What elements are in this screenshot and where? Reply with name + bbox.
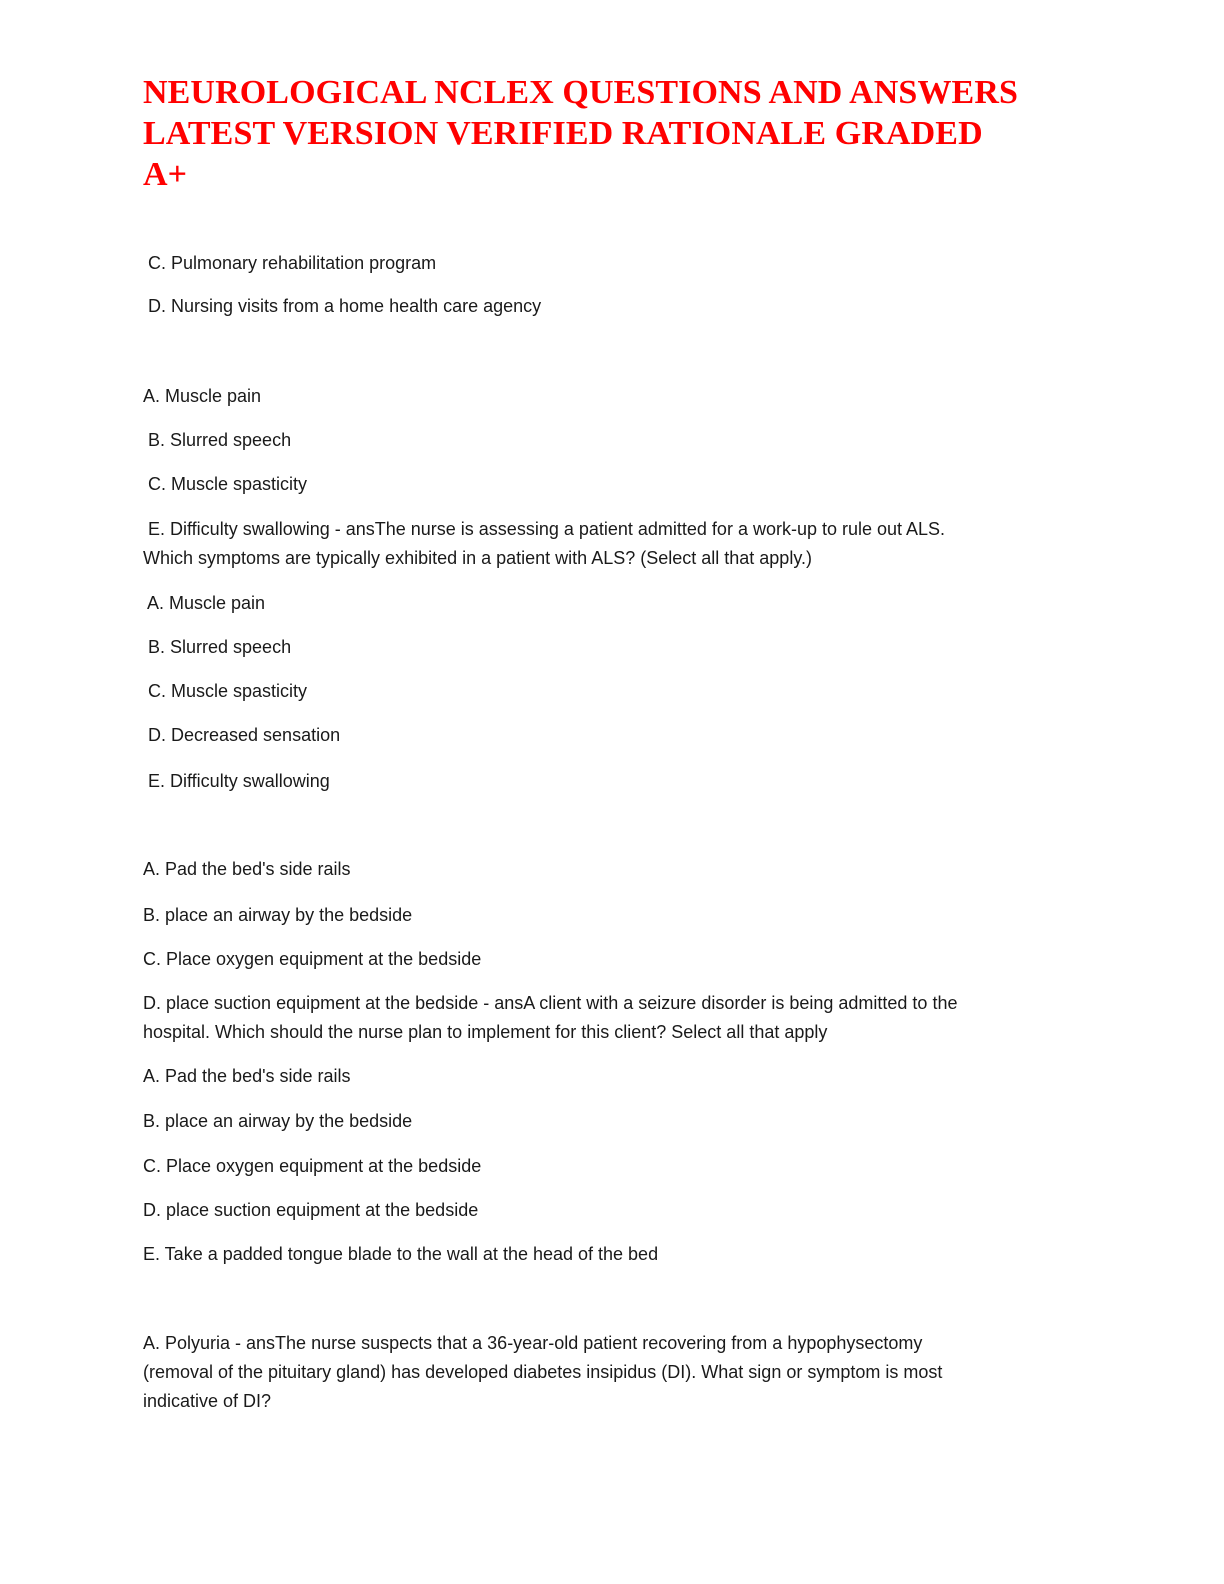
- title-line-3: A+: [143, 156, 188, 193]
- answer-option: D. Nursing visits from a home health care agency: [143, 296, 542, 316]
- answer-option: B. place an airway by the bedside: [143, 1111, 413, 1131]
- answer-option: C. Place oxygen equipment at the bedside: [143, 949, 482, 969]
- answer-option: A. Pad the bed's side rails: [143, 859, 351, 879]
- answer-with-question: E. Difficulty swallowing - ansThe nurse is assessing a patient admitted for a work-up to rule out ALS.: [143, 519, 946, 539]
- answer-with-question: D. place suction equipment at the bedside - ansA client with a seizure disorder is being admitted to the: [143, 993, 958, 1013]
- answer-option: E. Take a padded tongue blade to the wall at the head of the bed: [143, 1244, 659, 1264]
- title-line-1: NEUROLOGICAL NCLEX QUESTIONS AND ANSWERS: [143, 74, 1018, 111]
- answer-option: D. place suction equipment at the bedside: [143, 1200, 479, 1220]
- answer-option: B. Slurred speech: [143, 637, 292, 657]
- answer-option: A. Muscle pain: [143, 593, 266, 613]
- question-text: hospital. Which should the nurse plan to implement for this client? Select all that apply: [143, 1022, 828, 1042]
- answer-with-question: A. Polyuria - ansThe nurse suspects that a 36-year-old patient recovering from a hypophysectomy: [143, 1333, 923, 1353]
- title-line-2: LATEST VERSION VERIFIED RATIONALE GRADED: [143, 115, 983, 152]
- answer-option: B. place an airway by the bedside: [143, 905, 413, 925]
- question-text: indicative of DI?: [143, 1391, 272, 1411]
- question-text: Which symptoms are typically exhibited in a patient with ALS? (Select all that apply.): [143, 548, 812, 568]
- document-title: [143, 72, 1083, 195]
- question-text: (removal of the pituitary gland) has developed diabetes insipidus (DI). What sign or symptom is most: [143, 1362, 943, 1382]
- answer-option: C. Muscle spasticity: [143, 681, 308, 701]
- answer-option: C. Pulmonary rehabilitation program: [143, 253, 437, 273]
- answer-option: A. Pad the bed's side rails: [143, 1066, 351, 1086]
- answer-option: E. Difficulty swallowing: [143, 771, 330, 791]
- answer-option: D. Decreased sensation: [143, 725, 341, 745]
- answer-option: A. Muscle pain: [143, 386, 262, 406]
- answer-option: C. Place oxygen equipment at the bedside: [143, 1156, 482, 1176]
- answer-option: B. Slurred speech: [143, 430, 292, 450]
- answer-option: C. Muscle spasticity: [143, 474, 308, 494]
